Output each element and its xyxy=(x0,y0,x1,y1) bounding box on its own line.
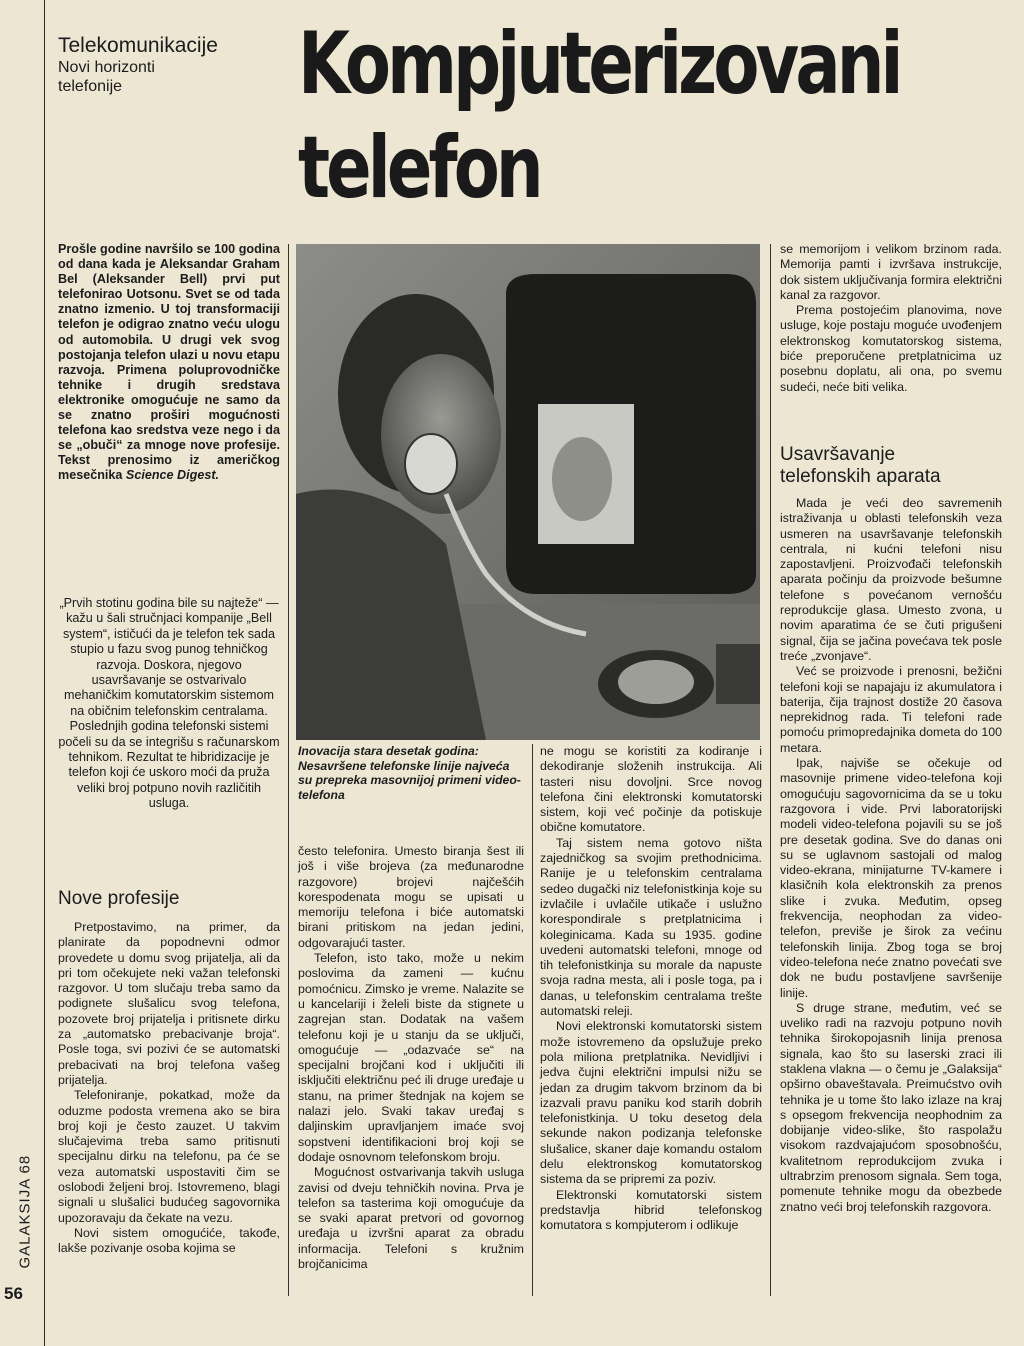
column-rule xyxy=(288,244,289,1296)
page-number: 56 xyxy=(4,1284,23,1303)
paragraph: Mogućnost ostvarivanja takvih usluga zavisi od dveju tehničkih novina. Prva je telefon sa tasterima koji omogućuje da se svaki aparat pretvori od govornog uređaja u izvršni aparat za obradu informacija. Telefoni s kružnim brojčanicima xyxy=(298,1165,524,1272)
paragraph: Novi sistem omogućiće, takođe, lakše pozivanje osoba kojima se xyxy=(58,1225,280,1256)
photo-caption: Inovacija stara desetak godina: Nesavršene telefonske linije najveća su prepreka masovnijoj primeni video-telefona xyxy=(298,744,521,802)
column-1 xyxy=(58,920,280,1257)
magazine-name: GALAKSIJA 68 xyxy=(16,1154,34,1269)
section-title: Telekomunikacije xyxy=(58,34,218,57)
paragraph: Elektronski komutatorski sistem predstavlja hibrid telefonskog komutatora s kompjuterom i odlikuje xyxy=(540,1187,762,1233)
paragraph: Telefoniranje, pokatkad, može da oduzme podosta vremena ako se bira broj koji je često zauzet. U takvim slučajevima treba samo pritisnuti specijalnu dirku na telefonu, pa će se veza automatski uspostaviti čim se oslobodi željeni broj. Istovremeno, blagi signali u slušalici budućeg sagovornika upozoravaju da čekate na vezu. xyxy=(58,1088,280,1225)
handset xyxy=(405,434,457,494)
column-2 xyxy=(298,844,524,1272)
margin-rule xyxy=(44,0,45,1346)
dial-center xyxy=(618,660,694,704)
paragraph: Novi elektronski komutatorski sistem može istovremeno da opslužuje preko pola miliona pretplatnika. Nevidljivi i jedva čujni električni impulsi nižu se jedan za drugim takvom brzinom da bi izazvali pravu paniku kod starih dobrih telefonistkinja. U toku desetog dela sekunde nakon podizanja telefonske slušalice, skaner daje komandu ostalom delu elektronskog komutatorskog sistema da se pripremi za poziv. xyxy=(540,1019,762,1187)
article-headline xyxy=(298,12,900,220)
column-4 xyxy=(780,496,1002,1215)
pull-quote: „Prvih stotinu godina bile su najteže“ — kažu u šali stručnjaci kompanije „Bell system“, ističući da je telefon tek sada stupio u fazu svog punog tehničkog razvoja. Doskora, njegovo usavršavanje se ostvarivalo mehaničkim komutatorskim sistemom na običnim telefonskim centralama. Poslednjih godina telefonski sistemi počeli su da se integrišu s računarskom tehnikom. Rezultat te hibridizacije je telefon koji će uskoro moći da pruža veliki broj potpuno novih različitih usluga. xyxy=(58,596,280,811)
paragraph: se memorijom i velikom brzinom rada. Memorija pamti i izvršava instrukcije, dok sistem uključivanja formira električni kanal za razgovor. xyxy=(780,242,1002,302)
paragraph: Prema postojećim planovima, nove usluge, koje postaju moguće uvođenjem elektronskog komutatorskog sistema, biće preporučene pretplatnicima uz posebnu doplatu, ali ona, po svemu sudeći, neće biti velika. xyxy=(780,303,1002,394)
section-subtitle-2: telefonije xyxy=(58,78,123,95)
lead-source: Science Digest. xyxy=(125,468,220,483)
paragraph: Ipak, najviše se očekuje od masovnije primene video-telefona koji omogućuju sagovornicima da se u toku razgovora i vide. Prvi laboratorijski modeli video-telefona pojavili su se još pre desetak godina. Sve do danas oni su se uglavnom sastojali od malog video-ekrana, minijaturne TV-kamere i klasičnih kola elektronskih za prenos slike i zvuka. Međutim, opseg frekvencija, neophodan za video-telefon, previše je širok za većinu telefonskih linija. Zbog toga se broj video-telefona neće znatno povećati sve dok ne budu postavljene savršenije linije. xyxy=(780,756,1002,1000)
heading-line-2: telefonskih aparata xyxy=(780,466,941,487)
heading-line-1: Usavršavanje xyxy=(780,444,896,465)
lead-paragraph xyxy=(58,242,280,484)
screen-face xyxy=(552,437,612,521)
section-subtitle-1: Novi horizonti xyxy=(58,59,155,76)
column-rule xyxy=(532,744,533,1296)
headline-line-1: Kompjuterizovani xyxy=(298,14,900,114)
phone-base xyxy=(716,644,760,704)
headline-line-2: telefon xyxy=(298,118,540,218)
paragraph: Telefon, isto tako, može u nekim poslovima da zameni — kućnu pomoćnicu. Zimsko je vreme. Nalazite se u kancelariji i želeli biste da stignete u zagrejan stan. Dodatak na vašem telefonu koji je u stanju da se uključi, omogućuje — „odazvaće se“ na specijalni brojčani kod i uključiti ili isključiti električnu peć ili druge uređaje u stanu, na primer štednjak na kojem se nalazi jelo. Svaki takav uređaj s daljinskim upravljanjem imaće svoj sopstveni identifikacioni broj koji se dodaje osnovnom telefonskom broju. xyxy=(298,951,524,1164)
paragraph: Mada je veći deo savremenih istraživanja u oblasti telefonskih veza usmeren na usavršavanje telefonskih centrala, ni kućni telefoni nisu zapostavljeni. Proizvođači telefonskih aparata počinju da proizvode bešumne telefone s povećanom vernošću reprodukcije glasa. Umesto zvona, u novim aparatima će se čuti prigušeni signal, čija se jačina povećava tek posle treće „zvonjave“. xyxy=(780,496,1002,663)
paragraph: često telefonira. Umesto biranja šest ili još i više brojeva (za međunarodne razgovore) brojevi najčešćih korespodenata mogu se upisati u memoriju telefona i biće automatski birani pritiskom na jedan jedini, odgovarajući taster. xyxy=(298,844,524,950)
column-4-top xyxy=(780,242,1002,395)
paragraph: Taj sistem nema gotovo ništa zajedničkog sa svojim prethodnicima. Ranije je u telefonskim centralama sedeo dugački niz telefonistkinja koje su izvlačile i uvlačile utikače i uslužno korespondirale s pretplatnicima i koleginicama. Kada su 1935. godine uvedeni automatski telefoni, mnoge od tih telefonistkinja su morale da napuste svoja radna mesta, ali i posle toga, pa i danas, u telefonskim centralama trešte automatski releji. xyxy=(540,835,762,1019)
heading-usavrsavanje xyxy=(780,444,1002,488)
column-3 xyxy=(540,744,762,1234)
paragraph: Već se proizvode i prenosni, bežični telefoni koji se napajaju iz akumulatora i baterija, čija trajnost dostiže 20 časova neprekidnog rada. Ti telefoni rade pomoću primopredajnika dometa do 100 metara. xyxy=(780,664,1002,755)
section-label xyxy=(58,34,288,96)
paragraph: Pretpostavimo, na primer, da planirate da popodnevni odmor provedete u domu svog prijatelja, ali da pri tom očekujete neki važan telefonski razgovor. U tom slučaju treba samo da podignete slušalicu svog telefona, pozovete broj prijatelja i pritisnete dirku za „automatsko prebacivanje broja“. Posle toga, svi pozivi će se automatski prebacivati na broj telefona vašeg prijatelja. xyxy=(58,920,280,1087)
column-rule xyxy=(770,244,771,1296)
heading-nove-profesije: Nove profesije xyxy=(58,888,180,909)
paragraph: ne mogu se koristiti za kodiranje i dekodiranje složenih instrukcija. Ali tasteri nisu dovoljni. Srce novog telefona čini elektronski komutatorski sistem, koji već počinje da potiskuje obične komutatore. xyxy=(540,744,762,835)
paragraph: S druge strane, međutim, već se uveliko radi na razvoju potpuno novih tehnika širokopojasnih linija prenosa signala, kao što su laserski zraci ili staklena vlakna — o čemu je „Galaksija“ opširno obaveštavala. Preimućstvo ovih tehnika je u tome što lako izlaze na kraj s opsegom frekvencija neophodnim za dobijanje video-slike, što raspolažu visokom razdvajajućom sposobnošću, kvalitetnom reprodukcijom zvuka i ultrabrzim prenosom signala. Sem toga, pomenute tehnike mogu da obezbede znatno veći broj telefonskih razgovora. xyxy=(780,1000,1002,1214)
lead-text: Prošle godine navršilo se 100 godina od dana kada je Aleksandar Graham Bel (Aleksander Bell) prvi put telefonirao Uotsonu. Svet se od tada znatno izmenio. U toj transformaciji telefon je odigrao znatno veću ulogu od automobila. U drugi vek svog postojanja telefon ulazi u novu etapu razvoja. Primena poluprovodničke tehnike i drugih sredstava elektronike omogućuje ne samo da se znatno proširi mogućnosti telefona kao sredstva veze nego i da se „obuči“ za mnoge nove profesije. Tekst prenosimo iz američkog mesečnika xyxy=(58,242,280,483)
article-photo xyxy=(296,244,760,740)
